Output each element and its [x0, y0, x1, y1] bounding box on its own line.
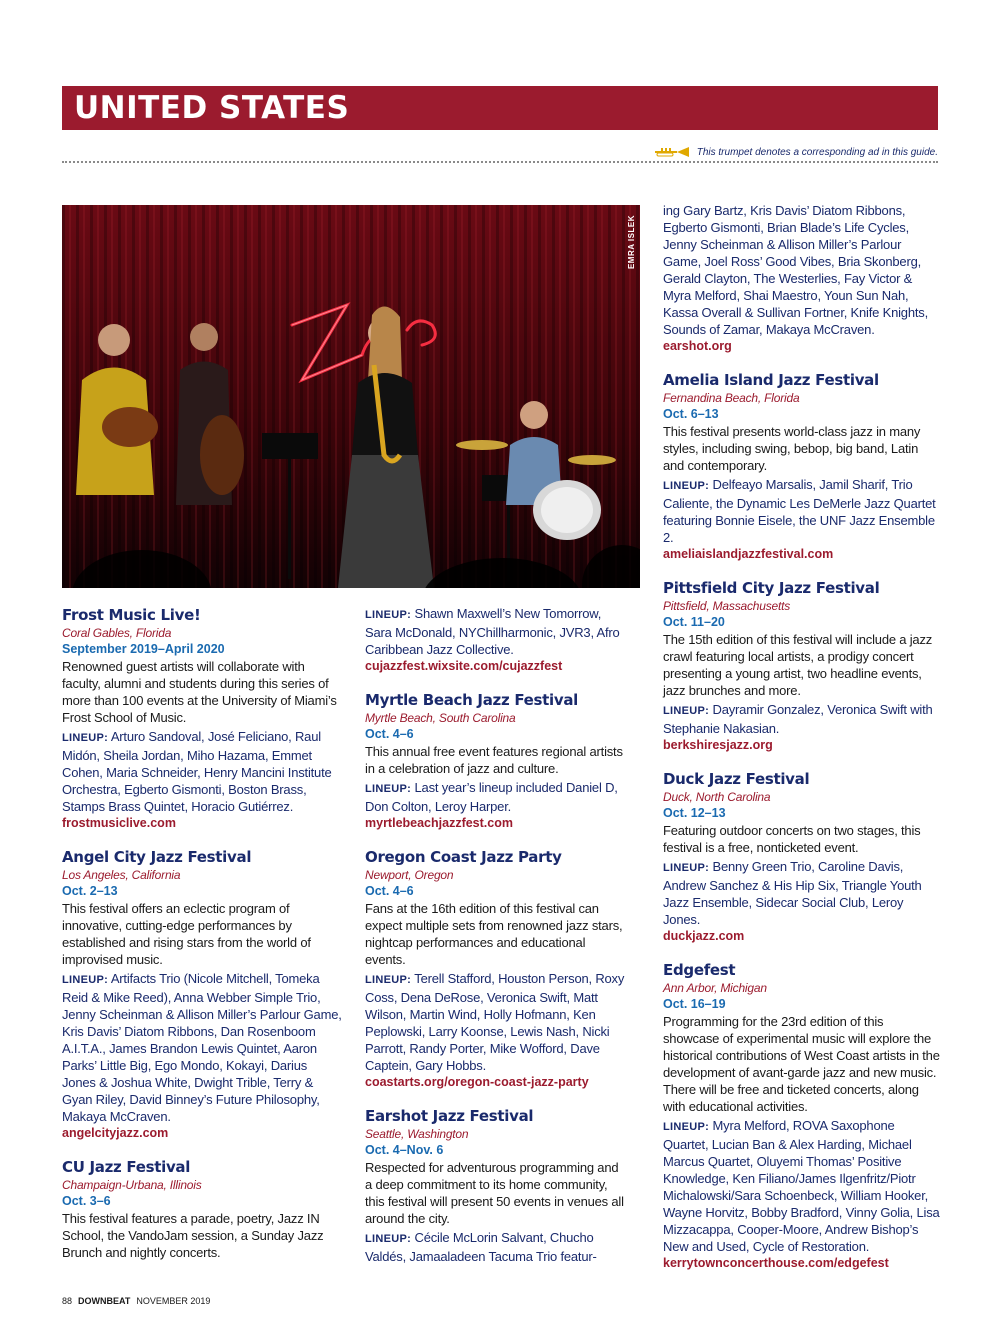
festival-lineup	[663, 1117, 941, 1255]
festival-description: This festival features a parade, poetry, Jazz IN School, the VandoJam session, a Sunday Jazz Brunch and nightly concerts.	[62, 1211, 324, 1260]
festival-location: Myrtle Beach, South Carolina	[365, 711, 516, 725]
festival-website-link[interactable]: duckjazz.com	[663, 929, 745, 943]
lineup-label: LINEUP:	[365, 974, 412, 986]
festival-website-link[interactable]: myrtlebeachjazzfest.com	[365, 816, 513, 830]
concert-photo	[62, 205, 640, 588]
festival-website-link[interactable]: coastarts.org/oregon-coast-jazz-party	[365, 1075, 589, 1089]
festival-entry	[365, 848, 625, 1091]
festival-name: Oregon Coast Jazz Party	[365, 848, 562, 866]
festival-description: The 15th edition of this festival will include a jazz crawl featuring local artists, a prodigy concert presenting a young artist, two headline events, jazz brunches and more.	[663, 632, 933, 698]
festival-location: Newport, Oregon	[365, 868, 454, 882]
festival-location: Pittsfield, Massachusetts	[663, 599, 791, 613]
lineup-text: Shawn Maxwell’s New Tomorrow, Sara McDonald, NYChillharmonic, JVR3, Afro Caribbean Jazz Collective.	[365, 606, 620, 657]
page-number: 88	[62, 1296, 73, 1306]
festival-description: Featuring outdoor concerts on two stages, this festival is a free, nonticketed event.	[663, 823, 921, 855]
trumpet-note-text: This trumpet denotes a corresponding ad in this guide.	[696, 146, 938, 158]
festival-name: Frost Music Live!	[62, 606, 201, 624]
festival-dates: Oct. 3–6	[62, 1194, 111, 1208]
photo-credit: EMRA ISLEK	[627, 215, 636, 270]
lineup-text: Terell Stafford, Houston Person, Roxy Coss, Dena DeRose, Veronica Swift, Matt Wilson, Martin Wind, Holly Hofmann, Ken Peplowski, Larry Koonse, Lewis Nash, Nicki Parrott, Randy Porter, Mike Wofford, Dave Captein, Gary Hobbs.	[365, 971, 625, 1073]
lineup-text: Arturo Sandoval, José Feliciano, Raul Midón, Sheila Jordan, Miho Hazama, Emmet Cohen, Maria Schneider, Henry Mancini Institute Orchestra, Egberto Gismonti, Boston Brass, Stamps Brass Quintet, Horacio Gutiérrez.	[62, 729, 332, 814]
festival-location: Champaign-Urbana, Illinois	[62, 1178, 202, 1192]
page-footer	[62, 1296, 210, 1306]
festival-entry	[663, 770, 941, 945]
lineup-text: Myra Melford, ROVA Saxophone Quartet, Lucian Ban & Alex Harding, Michael Marcus Quartet, Oluyemi Thomas’ Positive Knowledge, Ken Filiano/James Ilgenfritz/Piotr Michalowski/Sara Schoenbeck, William Hooker, Wayne Horvitz, Bobby Bradford, Vinny Golia, Lisa Mizzacappa, Cooper-Moore, Andrew Bishop’s New and Used, Cycle of Restoration.	[663, 1118, 940, 1254]
festival-website-link[interactable]: angelcityjazz.com	[62, 1126, 169, 1140]
festival-location: Duck, North Carolina	[663, 790, 771, 804]
festival-dates: September 2019–April 2020	[62, 642, 225, 656]
festival-dates: Oct. 4–6	[365, 884, 414, 898]
lineup-text: Dayramir Gonzalez, Veronica Swift with Stephanie Nakasian.	[663, 702, 933, 736]
festival-website-link[interactable]: frostmusiclive.com	[62, 816, 176, 830]
festival-lineup	[365, 970, 625, 1074]
lineup-label: LINEUP:	[663, 705, 710, 717]
festival-website-link[interactable]: ameliaislandjazzfestival.com	[663, 547, 834, 561]
festival-website-link[interactable]: berkshiresjazz.org	[663, 738, 773, 752]
festival-dates: Oct. 2–13	[62, 884, 118, 898]
festival-description: Renowned guest artists will collaborate with faculty, alumni and students during this series of more than 100 events at the University of Miami’s Frost School of Music.	[62, 659, 337, 725]
festival-entry-continued	[365, 605, 625, 675]
festival-name: CU Jazz Festival	[62, 1158, 191, 1176]
festival-entry	[62, 848, 344, 1142]
lineup-text: Last year’s lineup included Daniel D, Don Colton, Leroy Harper.	[365, 780, 618, 814]
festival-dates: Oct. 4–6	[365, 727, 414, 741]
festival-description: Respected for adventurous programming and a deep commitment to its home community, this festival will present 50 events in venues all around the city.	[365, 1160, 624, 1226]
section-banner	[62, 86, 938, 130]
festival-name: Edgefest	[663, 961, 736, 979]
festival-lineup	[62, 728, 344, 815]
festival-website-link[interactable]: cujazzfest.wixsite.com/cujazzfest	[365, 659, 563, 673]
dotted-divider	[62, 161, 938, 163]
lineup-text: Cécile McLorin Salvant, Chucho Valdés, Jamaaladeen Tacuma Trio featur-	[365, 1230, 597, 1264]
lineup-label: LINEUP:	[365, 609, 412, 621]
trumpet-note	[653, 146, 938, 158]
lineup-text: Delfeayo Marsalis, Jamil Sharif, Trio Caliente, the Dynamic Les DeMerle Jazz Quartet featuring Bonnie Eisele, the UNF Jazz Ensemble 2.	[663, 477, 936, 545]
festival-lineup	[62, 970, 344, 1125]
festival-entry	[663, 961, 941, 1272]
festival-description: This festival presents world-class jazz in many styles, including swing, bebop, big band, Latin and contemporary.	[663, 424, 921, 473]
festival-entry	[365, 691, 625, 832]
trumpet-icon	[653, 146, 691, 158]
festival-location: Coral Gables, Florida	[62, 626, 172, 640]
lineup-label: LINEUP:	[663, 862, 710, 874]
festival-location: Ann Arbor, Michigan	[663, 981, 767, 995]
festival-name: Angel City Jazz Festival	[62, 848, 252, 866]
festival-lineup	[663, 858, 941, 928]
column-2	[365, 603, 625, 1281]
festival-lineup	[365, 605, 625, 658]
lineup-label: LINEUP:	[62, 732, 109, 744]
section-title: UNITED STATES	[74, 90, 350, 126]
festival-website-link[interactable]: earshot.org	[663, 339, 732, 353]
festival-description: Fans at the 16th edition of this festival can expect multiple sets from renowned jazz stars, nightcap performances and educational events.	[365, 901, 623, 967]
lineup-label: LINEUP:	[62, 974, 109, 986]
festival-description: This annual free event features regional artists in a celebration of jazz and culture.	[365, 744, 623, 776]
lineup-text: Artifacts Trio (Nicole Mitchell, Tomeka Reid & Mike Reed), Anna Webber Simple Trio, Jenny Scheinman & Allison Miller’s Parlour Game, Kris Davis’ Diatom Ribbons, Dan Rosenboom A.I.T.A., James Brandon Lewis Quintet, Aaron Parks’ Little Big, Ego Mondo, Kokayi, Darius Jones & Joshua White, Dwight Trible, Terry & Gyan Riley, David Binney’s Future Philosophy, Makaya McCraven.	[62, 971, 342, 1124]
festival-entry	[365, 1107, 625, 1265]
festival-location: Los Angeles, California	[62, 868, 181, 882]
festival-entry	[663, 371, 941, 563]
festival-dates: Oct. 4–Nov. 6	[365, 1143, 444, 1157]
festival-location: Fernandina Beach, Florida	[663, 391, 800, 405]
festival-name: Earshot Jazz Festival	[365, 1107, 534, 1125]
festival-location: Seattle, Washington	[365, 1127, 469, 1141]
lineup-label: LINEUP:	[365, 783, 412, 795]
festival-entry	[62, 1158, 344, 1261]
festival-description: This festival offers an eclectic program of innovative, cutting-edge performances by established and rising stars from the world of improvised music.	[62, 901, 311, 967]
lineup-text: ing Gary Bartz, Kris Davis’ Diatom Ribbons, Egberto Gismonti, Brian Blade’s Life Cycles, Jenny Scheinman & Allison Miller’s Parlour Game, Joel Ross’ Good Vibes, Bria Skonberg, Gerald Clayton, The Westerlies, Fay Victor & Myra Melford, Shai Maestro, Youn Sun Nah, Kassa Overall & Sullivan Fortner, Knife Knights, Sounds of Zamar, Makaya McCraven.	[663, 203, 928, 337]
festival-name: Myrtle Beach Jazz Festival	[365, 691, 579, 709]
festival-entry	[62, 606, 344, 832]
festival-entry	[663, 579, 941, 754]
festival-lineup	[365, 1229, 625, 1265]
column-3	[663, 202, 941, 1288]
festival-dates: Oct. 11–20	[663, 615, 725, 629]
festival-entry-continued	[663, 202, 941, 355]
festival-lineup	[663, 202, 941, 338]
festival-lineup	[663, 476, 941, 546]
festival-name: Amelia Island Jazz Festival	[663, 371, 879, 389]
lineup-text: Benny Green Trio, Caroline Davis, Andrew Sanchez & His Hip Six, Triangle Youth Jazz Ensemble, Sidecar Social Club, Leroy Jones.	[663, 859, 922, 927]
festival-dates: Oct. 16–19	[663, 997, 726, 1011]
lineup-label: LINEUP:	[663, 480, 710, 492]
concert-illustration	[62, 205, 640, 588]
festival-name: Pittsfield City Jazz Festival	[663, 579, 880, 597]
festival-lineup	[663, 701, 941, 737]
festival-description: Programming for the 23rd edition of this showcase of experimental music will explore the historical contributions of West Coast artists in the development of avant-garde jazz and new music. There will be free and ticketed concerts, along with educational activities.	[663, 1014, 940, 1114]
lineup-label: LINEUP:	[663, 1121, 710, 1133]
festival-name: Duck Jazz Festival	[663, 770, 810, 788]
column-1	[62, 606, 344, 1277]
issue-date: NOVEMBER 2019	[136, 1296, 211, 1306]
festival-website-link[interactable]: kerrytownconcerthouse.com/edgefest	[663, 1256, 889, 1270]
lineup-label: LINEUP:	[365, 1233, 412, 1245]
festival-dates: Oct. 6–13	[663, 407, 719, 421]
magazine-brand: DOWNBEAT	[78, 1296, 131, 1306]
festival-dates: Oct. 12–13	[663, 806, 726, 820]
festival-lineup	[365, 779, 625, 815]
